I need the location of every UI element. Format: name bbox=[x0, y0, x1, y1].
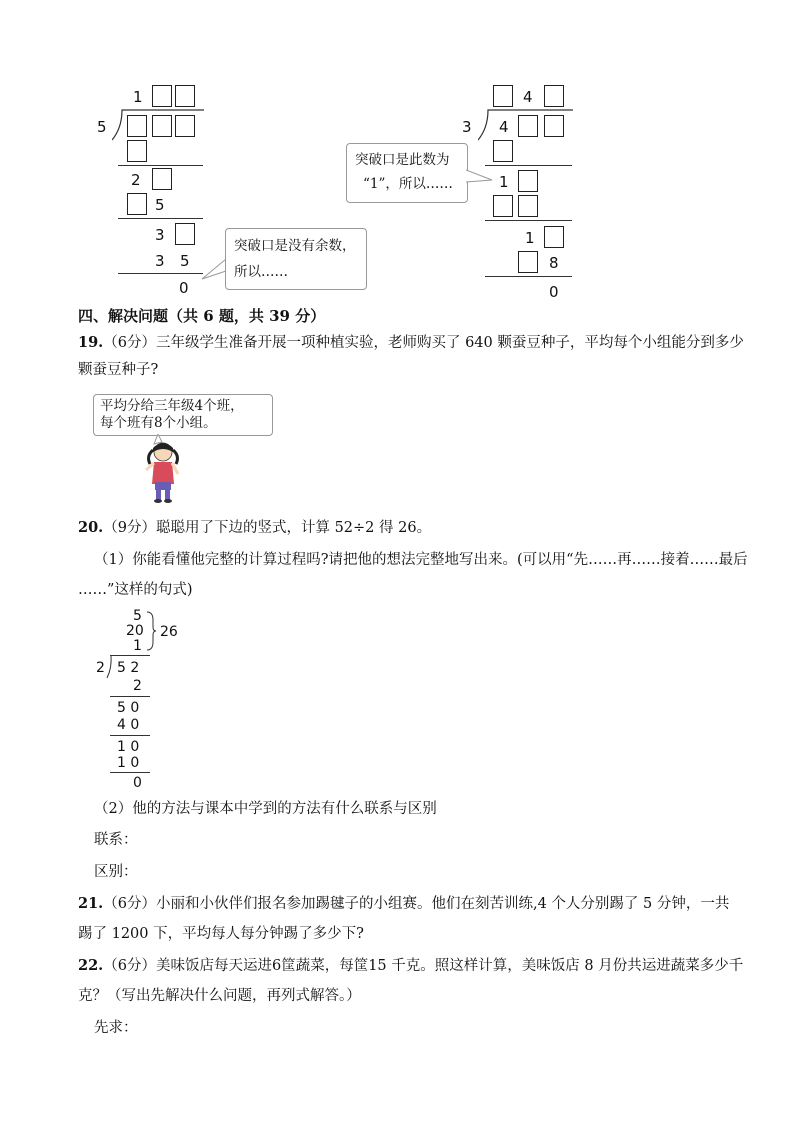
question-text: 美味饭店每天运进6筐蔬菜，每筐15 千克。照这样计算，美味饭店 8 月份共运进蔬菜多少千 bbox=[155, 958, 744, 974]
digit: 3 bbox=[155, 252, 165, 270]
blank-box[interactable] bbox=[518, 195, 538, 217]
blank-box[interactable] bbox=[518, 251, 538, 273]
question-number: 19. bbox=[78, 334, 104, 351]
first-label: 先求： bbox=[94, 1020, 138, 1036]
blank-box[interactable] bbox=[127, 115, 147, 137]
question-text: 小丽和小伙伴们报名参加踢毽子的小组赛。他们在刻苦训练,4 个人分别踢了 5 分钟，一共 bbox=[155, 896, 730, 912]
digit: 1 bbox=[499, 173, 509, 191]
division-line bbox=[118, 165, 203, 166]
remainder: 0 bbox=[549, 283, 559, 301]
calc-digit: 1 0 bbox=[117, 739, 140, 755]
blank-box[interactable] bbox=[493, 140, 513, 162]
question-22 bbox=[78, 956, 743, 976]
hint-line: 突破口是此数为 bbox=[355, 152, 450, 168]
question-score: （6分） bbox=[103, 896, 156, 912]
calc-digit: 0 bbox=[133, 775, 142, 791]
bubble-tail bbox=[466, 168, 496, 188]
calc-divisor: 2 bbox=[96, 660, 105, 676]
question-number: 22. bbox=[78, 957, 104, 974]
digit: 3 bbox=[155, 226, 165, 244]
question-score: （6分） bbox=[103, 958, 156, 974]
calc-digit: 4 0 bbox=[117, 717, 140, 733]
sub-question-2: （2）他的方法与课本中学到的方法有什么联系与区别 bbox=[94, 801, 437, 817]
digit: 8 bbox=[549, 254, 559, 272]
blank-box[interactable] bbox=[175, 223, 195, 245]
blank-box[interactable] bbox=[152, 168, 172, 190]
question-20 bbox=[78, 518, 431, 538]
blank-box[interactable] bbox=[175, 115, 195, 137]
division-line bbox=[485, 220, 572, 221]
bubble-tail bbox=[198, 255, 228, 285]
blank-box[interactable] bbox=[493, 195, 513, 217]
divisor: 3 bbox=[462, 118, 472, 136]
blank-box[interactable] bbox=[493, 85, 513, 107]
division-line bbox=[485, 276, 572, 277]
section-title: 四、解决问题（共 6 题，共 39 分） bbox=[78, 307, 326, 325]
blank-box[interactable] bbox=[127, 140, 147, 162]
blank-box[interactable] bbox=[152, 115, 172, 137]
question-text: 颗蚕豆种子? bbox=[78, 362, 159, 378]
link-label: 联系： bbox=[94, 832, 138, 848]
calc-digit: 5 bbox=[133, 608, 142, 624]
calc-line bbox=[110, 696, 150, 697]
digit: 2 bbox=[131, 171, 141, 189]
blank-box[interactable] bbox=[518, 170, 538, 192]
calc-digit: 1 0 bbox=[117, 755, 140, 771]
question-19 bbox=[78, 333, 744, 353]
question-score: （6分） bbox=[103, 335, 156, 351]
question-21 bbox=[78, 894, 729, 914]
remainder: 0 bbox=[179, 279, 189, 297]
calc-line bbox=[110, 735, 150, 736]
calc-digit: 2 bbox=[133, 678, 142, 694]
quotient-digit: 4 bbox=[523, 88, 533, 106]
calc-digit: 1 bbox=[133, 638, 142, 654]
speech-bubble bbox=[93, 394, 273, 436]
calc-line bbox=[110, 655, 150, 656]
sub-question-1: （1）你能看懂他完整的计算过程吗?请把他的想法完整地写出来。(可以用“先……再……接着……最后 bbox=[94, 552, 748, 568]
hint-text: 突破口是没有余数，所以…… bbox=[234, 238, 356, 280]
divisor: 5 bbox=[97, 118, 107, 136]
blank-box[interactable] bbox=[152, 85, 172, 107]
digit: 1 bbox=[525, 229, 535, 247]
brace bbox=[145, 610, 157, 652]
diff-label: 区别： bbox=[94, 864, 138, 880]
quotient-digit: 1 bbox=[133, 88, 143, 106]
bubble-line: 每个班有8个小组。 bbox=[100, 415, 217, 431]
calc-digit: 5 0 bbox=[117, 700, 140, 716]
blank-box[interactable] bbox=[544, 115, 564, 137]
question-number: 21. bbox=[78, 895, 104, 912]
calc-digit: 20 bbox=[126, 623, 144, 639]
division-line bbox=[485, 165, 572, 166]
division-line bbox=[118, 273, 203, 274]
blank-box[interactable] bbox=[544, 226, 564, 248]
blank-box[interactable] bbox=[175, 85, 195, 107]
question-text: 三年级学生准备开展一项种植实验，老师购买了 640 颗蚕豆种子，平均每个小组能分到多少 bbox=[155, 335, 744, 351]
sub-question-1-cont: ……”这样的句式) bbox=[78, 582, 193, 598]
girl-illustration bbox=[138, 434, 188, 504]
digit: 4 bbox=[499, 118, 509, 136]
blank-box[interactable] bbox=[127, 193, 147, 215]
question-score: （9分） bbox=[103, 520, 156, 536]
question-text: 踢了 1200 下，平均每人每分钟踢了多少下? bbox=[78, 926, 364, 942]
hint-bubble bbox=[346, 143, 468, 203]
digit: 5 bbox=[180, 252, 190, 270]
blank-box[interactable] bbox=[518, 115, 538, 137]
digit: 5 bbox=[155, 196, 165, 214]
calc-line bbox=[110, 772, 150, 773]
hint-line: “1”，所以…… bbox=[363, 176, 453, 192]
calc-result: 26 bbox=[160, 624, 178, 640]
division-bracket bbox=[106, 654, 116, 682]
question-number: 20. bbox=[78, 519, 104, 536]
question-text: 聪聪用了下边的竖式，计算 52÷2 得 26。 bbox=[155, 520, 432, 536]
bubble-line: 平均分给三年级4个班， bbox=[100, 398, 244, 414]
question-text: 克？（写出先解决什么问题，再列式解答。） bbox=[78, 988, 361, 1004]
calc-dividend: 5 2 bbox=[117, 660, 140, 676]
division-line bbox=[118, 218, 203, 219]
hint-bubble bbox=[225, 228, 367, 290]
blank-box[interactable] bbox=[544, 85, 564, 107]
